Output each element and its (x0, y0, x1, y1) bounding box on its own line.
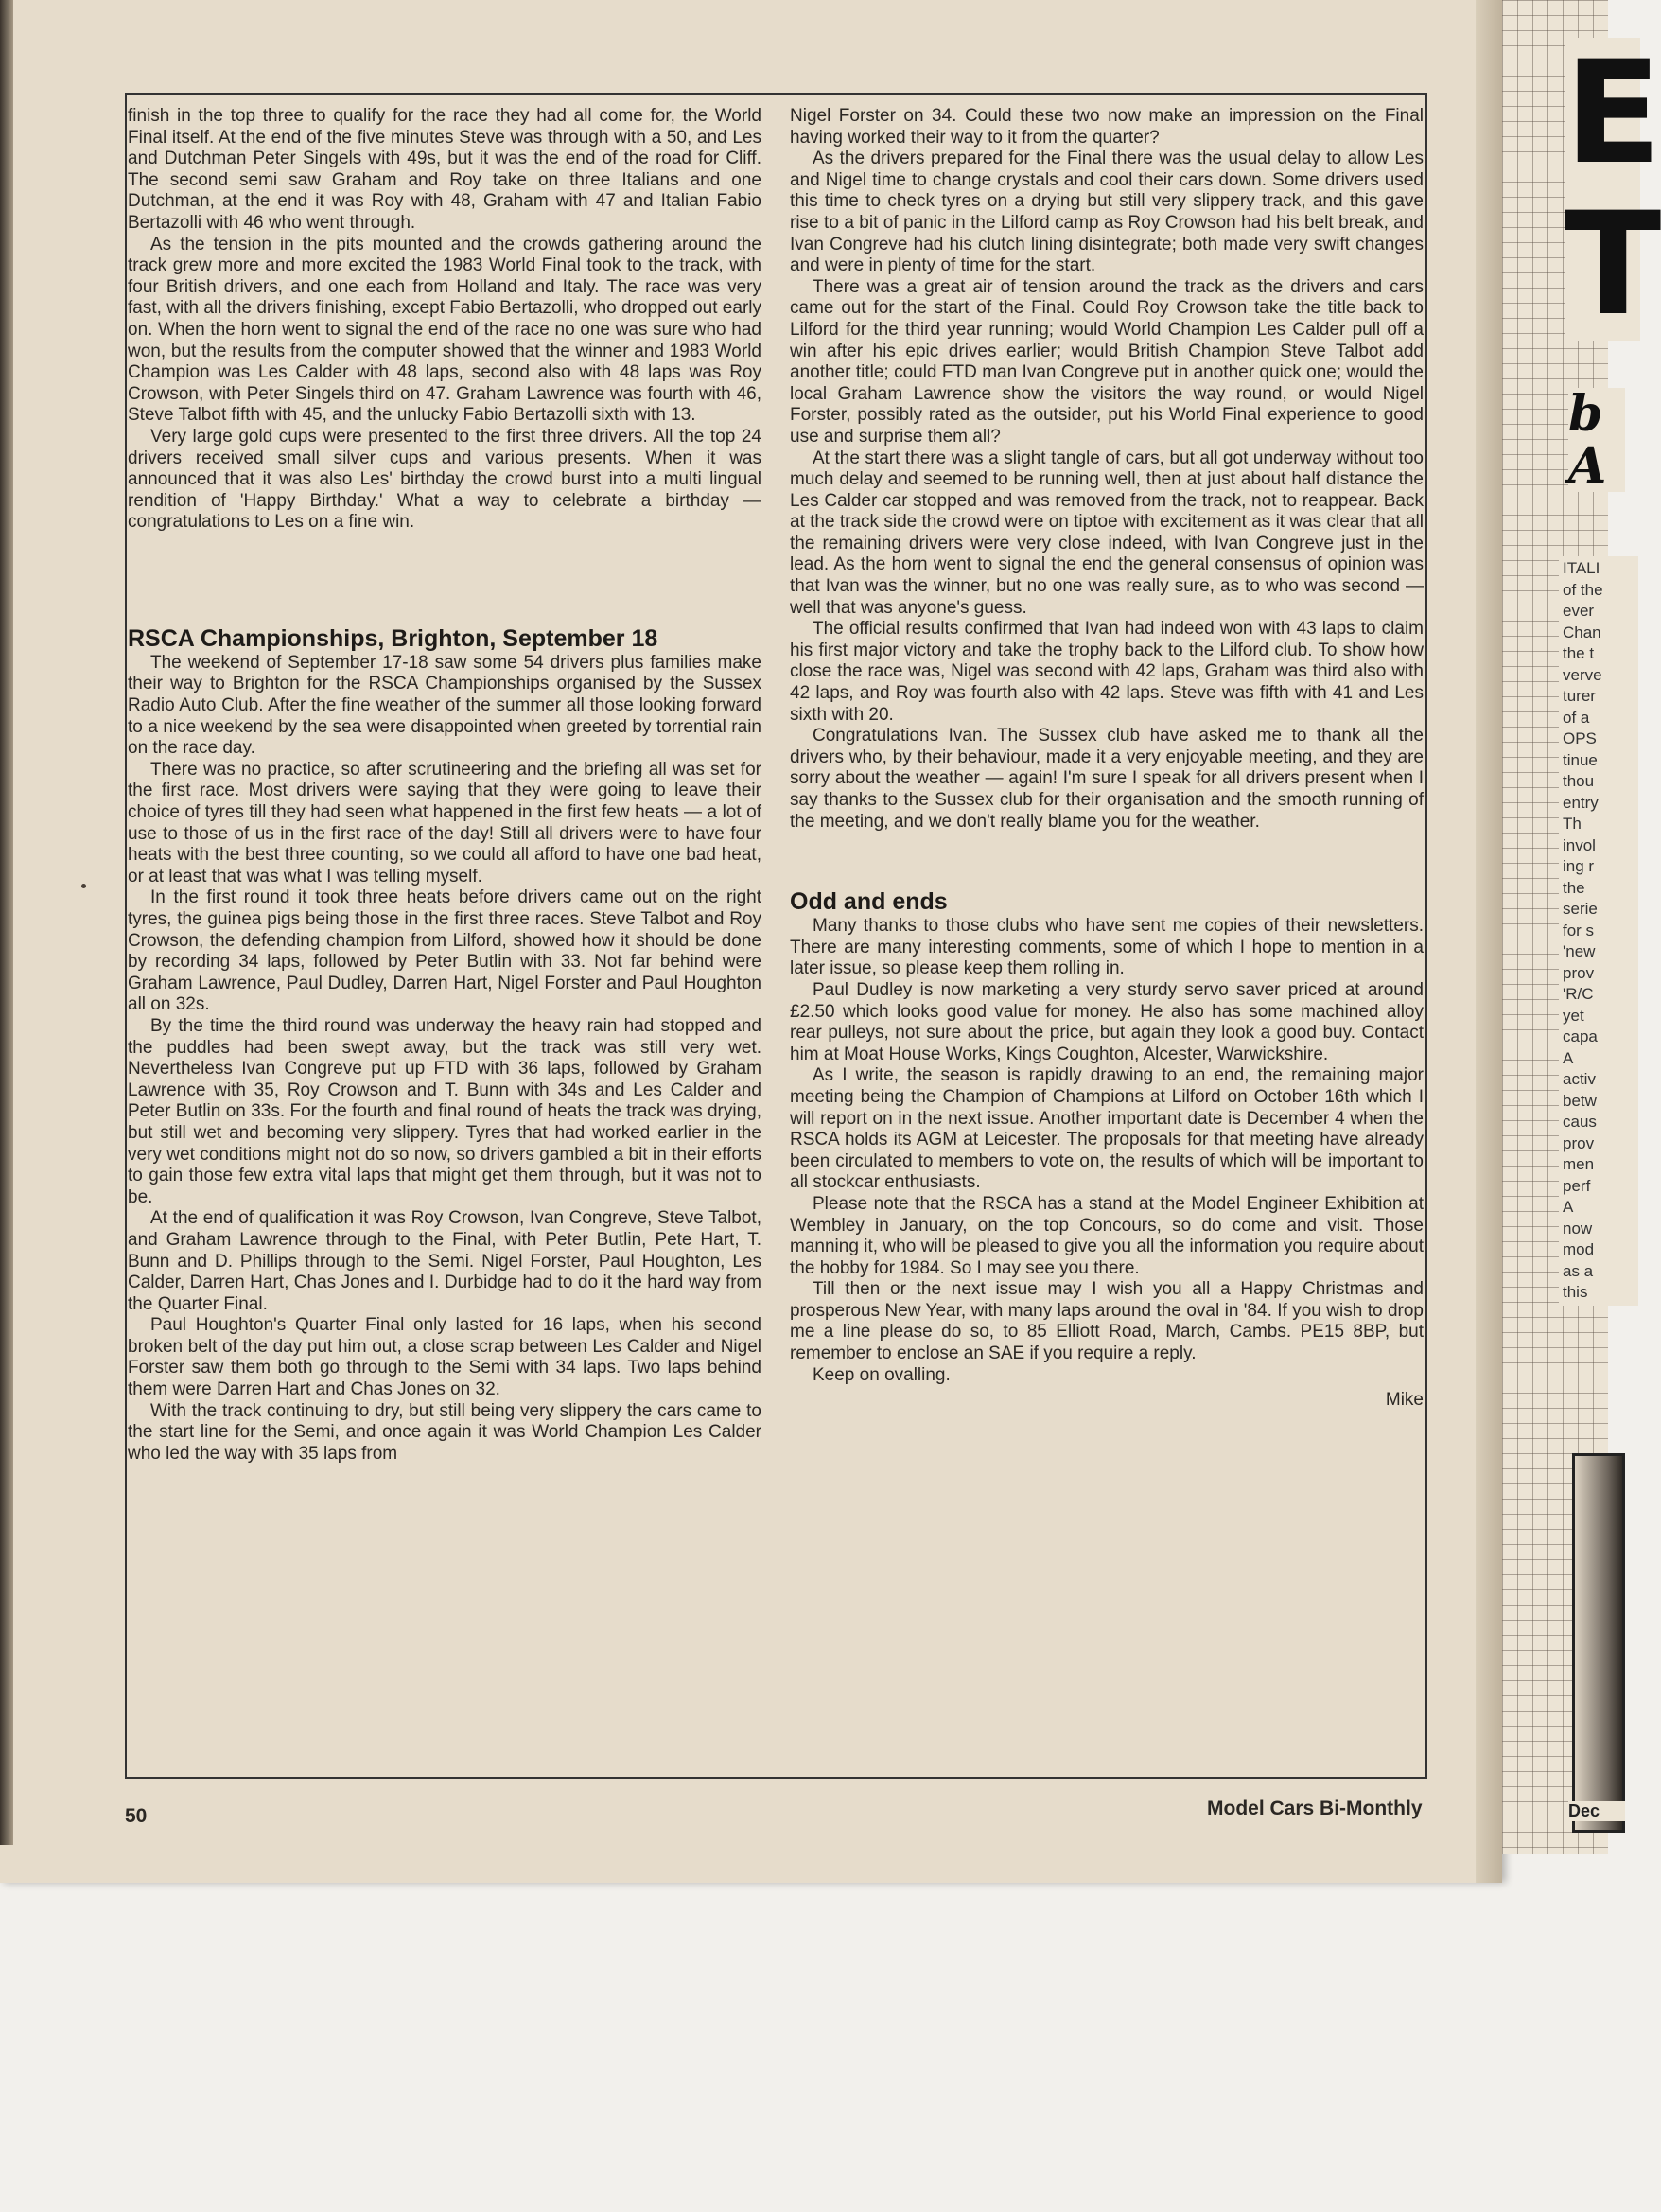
body-paragraph: Paul Dudley is now marketing a very sturdy servo saver priced at around £2.50 which looks good value for money. He also has some machined alloy rear pulleys, not sure about the price, but again they look a good buy. Contact him at Moat House Works, Kings Coughton, Alcester, Warwickshire. (790, 979, 1424, 1064)
adjacent-text-line: thou (1563, 772, 1595, 790)
body-paragraph: There was no practice, so after scrutineering and the briefing all was set for the first race. Most drivers were saying that they were going to leave their choice of tyres till they had seen what happened in the first few heats — a lot of use to those of us in the first race of the day! Still all drivers were to have four heats with the best three counting, so we could all afford to have one bad heat, or at least that was what I was telling myself. (128, 759, 761, 887)
adjacent-text-line: serie (1563, 900, 1598, 918)
body-paragraph: Many thanks to those clubs who have sent me copies of their newsletters. There are many interesting comments, some of which I hope to mention in a later issue, so please keep them rolling in. (790, 916, 1424, 979)
adjacent-text-line: Chan (1563, 623, 1601, 641)
adjacent-text-line: Th (1563, 815, 1582, 833)
adjacent-text-line: OPS (1563, 729, 1597, 747)
adjacent-byline (1568, 385, 1625, 495)
page-gutter (1476, 0, 1502, 1883)
adjacent-text-line: capa (1563, 1027, 1598, 1045)
body-paragraph: By the time the third round was underway the heavy rain had stopped and the puddles had been swept away, but the track was still very wet. Nevertheless Ivan Congreve put up FTD with 36 laps, followed by Graham Lawrence with 35, Roy Crowson and T. Bunn with 34s and Les Calder and Peter Butlin on 33s. For the fourth and final round of heats the track was drying, but still wet and becoming very slippery. Tyres that had worked earlier in the very wet conditions might not do so now, so drivers gambled a bit in their efforts to gain those few extra vital laps that might get them through, but it was not to be. (128, 1015, 761, 1207)
body-paragraph: Congratulations Ivan. The Sussex club have asked me to thank all the drivers who, by their behaviour, made it a very enjoyable meeting, and they are sorry about the weather — again! I'm sure I speak for all drivers present when I say thanks to the Sussex club for their organisation and the smooth running of the meeting, and we don't really blame you for the weather. (790, 726, 1424, 832)
adjacent-text-line: as a (1563, 1261, 1594, 1280)
adjacent-text-line: this (1563, 1283, 1588, 1301)
adjacent-text-line: verve (1563, 665, 1602, 684)
adjacent-body-text (1559, 556, 1638, 1306)
adjacent-photo (1572, 1453, 1625, 1833)
adjacent-text-line: ing r (1563, 857, 1595, 875)
section-heading-rsca: RSCA Championships, Brighton, September 18 (128, 624, 658, 652)
adjacent-text-line: ever (1563, 602, 1595, 620)
adjacent-text-line: for s (1563, 921, 1595, 939)
page-edge-shadow (0, 0, 13, 1845)
body-paragraph: The official results confirmed that Ivan had indeed won with 43 laps to claim his first major victory and take the trophy back to the Lilford club. To show how close the race was, Nigel was second with 42 laps, Graham was third also with 42 laps, and Roy was fourth also with 42 laps. Steve was fifth with 41 and Les sixth with 20. (790, 619, 1424, 725)
body-paragraph: Nigel Forster on 34. Could these two now make an impression on the Final having worked their way to it from the quarter? (790, 106, 1424, 148)
adjacent-text-line: ITALI (1563, 559, 1600, 577)
adjacent-text-line: the (1563, 878, 1585, 897)
body-paragraph: Very large gold cups were presented to the first three drivers. All the top 24 drivers received small silver cups and various presents. When it was announced that it was also Les' birthday the crowd burst into a multi lingual rendition of 'Happy Birthday.' What a way to celebrate a birthday — congratulations to Les on a fine win. (128, 426, 761, 533)
page-number: 50 (125, 1805, 148, 1827)
body-paragraph: With the track continuing to dry, but still being very slippery the cars came to the start line for the Semi, and once again it was World Champion Les Calder who led the way with 35 laps from (128, 1400, 761, 1464)
adjacent-text-line: yet (1563, 1006, 1584, 1025)
adjacent-text-line: now (1563, 1219, 1593, 1238)
adjacent-text-line: betw (1563, 1091, 1597, 1110)
adjacent-footer: Dec (1568, 1801, 1625, 1821)
adjacent-page (1502, 0, 1661, 1854)
adjacent-text-line: men (1563, 1155, 1595, 1173)
author-signature: Mike (1385, 1390, 1424, 1411)
body-paragraph: The weekend of September 17-18 saw some 54 drivers plus families make their way to Brighton for the RSCA Championships organised by the Sussex Radio Auto Club. After the fine weather of the summer all those looking forward to a nice weekend by the sea were disappointed when greeted by torrential rain on the race day. (128, 652, 761, 759)
adjacent-text-line: A (1563, 1048, 1574, 1067)
adjacent-text-line: A (1563, 1198, 1574, 1216)
body-paragraph: Till then or the next issue may I wish you all a Happy Christmas and prosperous New Year, with many laps around the oval in '84. If you wish to drop me a line please do so, to 85 Elliott Road, March, Cambs. PE15 8BP, but remember to enclose an SAE if you require a reply. (790, 1279, 1424, 1364)
adjacent-text-line: of the (1563, 580, 1603, 599)
adjacent-text-line: 'R/C (1563, 985, 1594, 1003)
magazine-title: Model Cars Bi-Monthly (1207, 1798, 1423, 1819)
body-paragraph: As I write, the season is rapidly drawing to an end, the remaining major meeting being the Champion of Champions at Lilford on October 16th which I will report on in the next issue. Another important date is December 4 when the RSCA holds its AGM at Leicester. The proposals for that meeting have already been circulated to members to vote on, the results of which will be important to all stockcar enthusiasts. (790, 1065, 1424, 1193)
section-heading-odds: Odd and ends (790, 888, 948, 916)
body-paragraph: In the first round it took three heats before drivers came out on the right tyres, the guinea pigs being those in the first three races. Steve Talbot and Roy Crowson, the defending champion from Lilford, showed how it should be done by recording 34 laps, followed by Peter Butlin with 33. Not far behind were Graham Lawrence, Paul Dudley, Darren Hart, Nigel Forster and Paul Houghton all on 32s. (128, 887, 761, 1015)
body-paragraph: At the end of qualification it was Roy Crowson, Ivan Congreve, Steve Talbot, and Graham Lawrence through to the Final, with Peter Butlin, Pete Hart, T. Bunn and D. Phillips through to the Semi. Nigel Forster, Paul Houghton, Les Calder, Darren Hart, Chas Jones and I. Durbidge had to do it the hard way from the Quarter Final. (128, 1208, 761, 1314)
right-column (790, 106, 1424, 1412)
adjacent-text-line: turer (1563, 687, 1596, 705)
adjacent-text-line: 'new (1563, 942, 1596, 960)
adjacent-text-line: perf (1563, 1176, 1591, 1195)
spacer (128, 534, 761, 624)
spacer (790, 833, 1424, 887)
print-speck (81, 884, 86, 888)
body-paragraph: As the tension in the pits mounted and the crowds gathering around the track grew more and more excited the 1983 World Final took to the track, with four British drivers, and one each from Holland and Italy. The race was very fast, with all the drivers finishing, except Fabio Bertazolli, who dropped out early on. When the horn went to signal the end of the race no one was sure who had won, but the results from the computer showed that the winner and 1983 World Champion was Les Calder with 48 laps, second also with 48 laps was Roy Crowson, with Peter Singels third on 47. Graham Lawrence was fourth with 46, Steve Talbot fifth with 45, and the unlucky Fabio Bertazolli sixth with 13. (128, 234, 761, 426)
left-column (128, 106, 761, 1465)
body-paragraph: Please note that the RSCA has a stand at the Model Engineer Exhibition at Wembley in January, on the top Concours, so do come and visit. Those manning it, who will be pleased to give you all the information you require about the hobby for 1984. So I may see you there. (790, 1193, 1424, 1278)
adjacent-text-line: activ (1563, 1070, 1596, 1088)
body-paragraph: finish in the top three to qualify for the race they had all come for, the World Final itself. At the end of the five minutes Steve was through with a 50, and Les and Dutchman Peter Singels with 49s, but it was the end of the road for Cliff. The second semi saw Graham and Roy take on three Italians and one Dutchman, at the end it was Roy with 48, Graham with 47 and Italian Fabio Bertazolli with 46 who went through. (128, 106, 761, 233)
adjacent-text-line: tinue (1563, 750, 1598, 769)
adjacent-text-line: of a (1563, 708, 1590, 727)
adjacent-page-title (1565, 31, 1661, 347)
body-paragraph: As the drivers prepared for the Final there was the usual delay to allow Les and Nigel time to change crystals and cool their cars down. Some drivers used this time to check tyres on a drying but still very slippery track, and this gave rise to a bit of panic in the Lilford camp as Roy Crowson had his belt break, and Ivan Congreve had his clutch lining disintegrate; both made very swift changes and were in plenty of time for the start. (790, 149, 1424, 276)
body-paragraph: Keep on ovalling. (813, 1364, 951, 1385)
body-paragraph: There was a great air of tension around the track as the drivers and cars came out for the start of the Final. Could Roy Crowson take the title back to Lilford for the third year running; would World Champion Les Calder pull off a win after his epic drives earlier; would British Champion Steve Talbot add another title; could FTD man Ivan Congreve put in another quick one; would the local Graham Lawrence show the visitors the way round, or would Nigel Forster, possibly rated as the outsider, put his World Final experience to good use and surprise them all? (790, 276, 1424, 447)
adjacent-text-line: prov (1563, 963, 1595, 982)
adjacent-text-line: invol (1563, 835, 1596, 854)
body-paragraph: Paul Houghton's Quarter Final only lasted for 16 laps, when his second broken belt of the day put him out, a close scrap between Les Calder and Nigel Forster saw them both go through to the Semi with 34 laps. Two laps behind them were Darren Hart and Chas Jones on 32. (128, 1315, 761, 1400)
adjacent-byline-fragment: b (1568, 385, 1603, 443)
adjacent-text-line: caus (1563, 1113, 1597, 1131)
adjacent-title-letter: T (1565, 183, 1661, 347)
adjacent-text-line: the t (1563, 644, 1595, 662)
adjacent-text-line: entry (1563, 793, 1599, 812)
adjacent-text-line: mod (1563, 1240, 1595, 1258)
adjacent-title-letter: E (1565, 31, 1661, 196)
adjacent-text-line: prov (1563, 1133, 1595, 1152)
adjacent-byline-initial: A (1568, 437, 1607, 495)
body-paragraph: At the start there was a slight tangle of cars, but all got underway without too much delay and seemed to be running well, then at just about half distance the Les Calder car stopped and was removed from the track, not to reappear. Back at the track side the crowd were on tiptoe with excitement as it was clear that all the remaining drivers were very close indeed, with Ivan Congreve just in the lead. As the horn went to signal the end the general consensus of opinion was that Ivan was the winner, but no one was really sure, as to who was second — well that was anyone's guess. (790, 448, 1424, 618)
